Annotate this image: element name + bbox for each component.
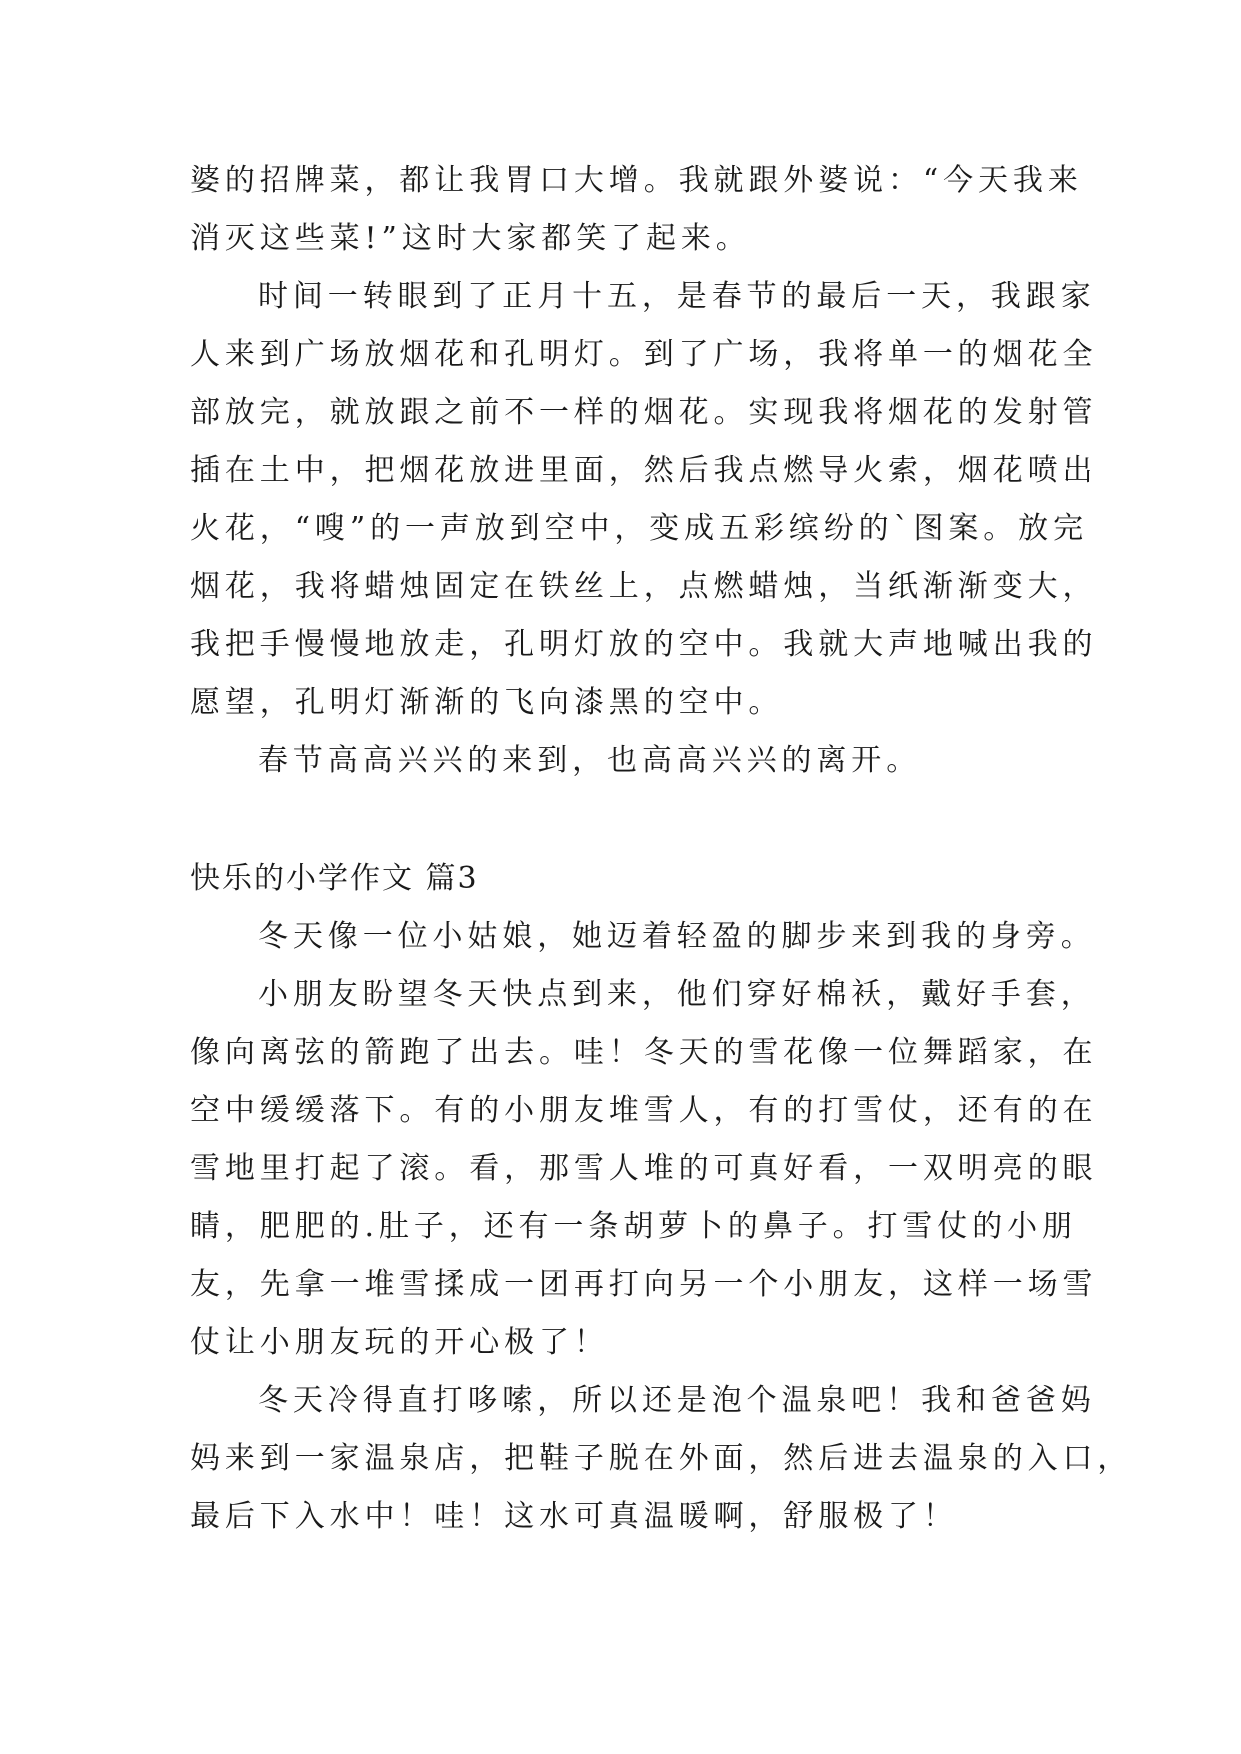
text-line: 火花，“嗖”的一声放到空中，变成五彩缤纷的`图案。放完 [190,511,1088,546]
paragraph-spring-festival-end [190,732,1060,790]
paragraph-hot-spring [190,1372,1133,1546]
paragraph-winter-intro [190,908,1096,966]
text-line: 小朋友盼望冬天快点到来，他们穿好棉袄，戴好手套， [258,977,1096,1012]
text-line: 插在土中，把烟花放进里面，然后我点燃导火索，烟花喷出 [190,453,1098,488]
text-line: 人来到广场放烟花和孔明灯。到了广场，我将单一的烟花全 [190,337,1098,372]
text-line: 愿望，孔明灯渐渐的飞向漆黑的空中。 [190,685,784,720]
section-heading [190,850,1060,908]
text-line: 妈来到一家温泉店，把鞋子脱在外面，然后进去温泉的入口， [190,1441,1133,1476]
text-line: 空中缓缓落下。有的小朋友堆雪人，有的打雪仗，还有的在 [190,1093,1098,1128]
paragraph-snow-play [190,966,1098,1372]
paragraph-continuation [190,152,1083,268]
text-line: 春节高高兴兴的来到，也高高兴兴的离开。 [258,743,922,778]
text-line: 像向离弦的箭跑了出去。哇！冬天的雪花像一位舞蹈家，在 [190,1035,1098,1070]
text-line: 最后下入水中！哇！这水可真温暖啊，舒服极了！ [190,1499,958,1534]
text-line: 冬天冷得直打哆嗦，所以还是泡个温泉吧！我和爸爸妈 [258,1383,1096,1418]
text-line: 友，先拿一堆雪揉成一团再打向另一个小朋友，这样一场雪 [190,1267,1098,1302]
text-line: 冬天像一位小姑娘，她迈着轻盈的脚步来到我的身旁。 [258,919,1096,954]
section-title: 快乐的小学作文 篇3 [190,861,479,896]
text-line: 仗让小朋友玩的开心极了！ [190,1325,609,1360]
text-line: 部放完，就放跟之前不一样的烟花。实现我将烟花的发射管 [190,395,1098,430]
text-line: 婆的招牌菜，都让我胃口大增。我就跟外婆说：“今天我来 [190,163,1083,198]
text-line: 消灭这些菜!”这时大家都笑了起来。 [190,221,751,256]
text-line: 我把手慢慢地放走，孔明灯放的空中。我就大声地喊出我的 [190,627,1098,662]
section-spacer [190,790,1060,850]
text-line: 睛，肥肥的.肚子，还有一条胡萝卜的鼻子。打雪仗的小朋 [190,1209,1077,1244]
text-line: 雪地里打起了滚。看，那雪人堆的可真好看，一双明亮的眼 [190,1151,1098,1186]
document-body [190,152,1133,1546]
text-line: 时间一转眼到了正月十五，是春节的最后一天，我跟家 [258,279,1096,314]
paragraph-lantern-festival [190,268,1098,732]
text-line: 烟花，我将蜡烛固定在铁丝上，点燃蜡烛，当纸渐渐变大， [190,569,1098,604]
